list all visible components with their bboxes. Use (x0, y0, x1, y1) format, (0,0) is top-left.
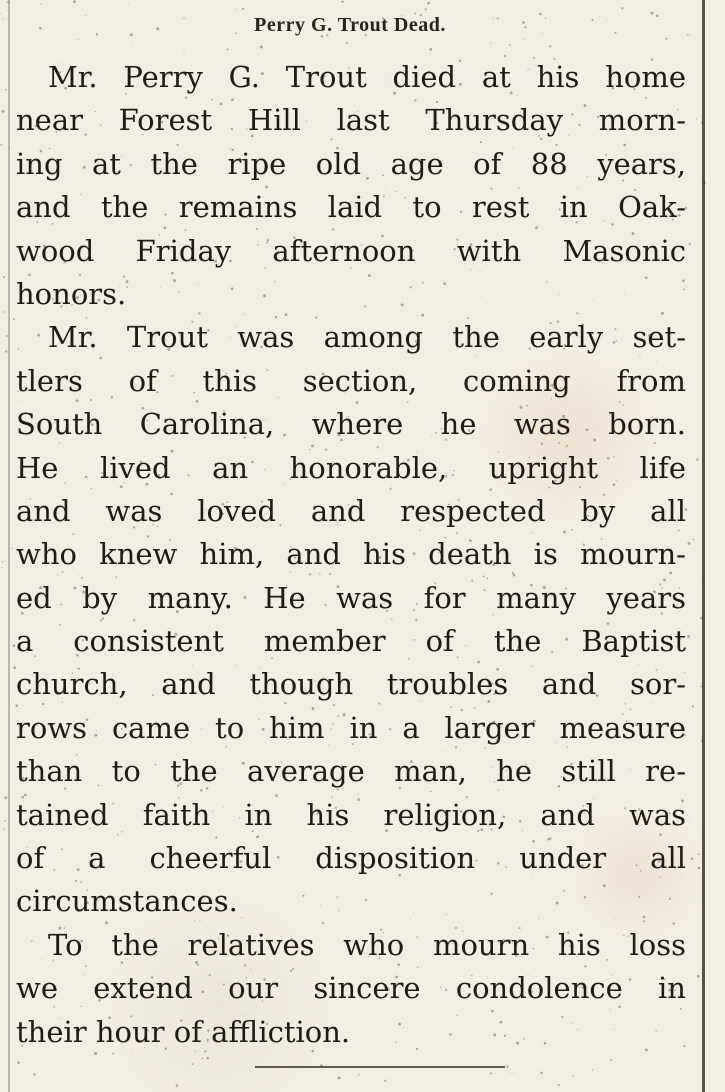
article-line: Mr. Perry G. Trout died at his home (48, 60, 686, 94)
speckle (11, 697, 12, 698)
speckle (572, 1076, 573, 1077)
speckle (13, 644, 16, 647)
speckle (0, 144, 2, 146)
speckle (5, 89, 7, 91)
article-line: and was loved and respected by all (16, 493, 686, 528)
speckle (512, 1072, 513, 1073)
column-rule-right (702, 0, 705, 1092)
speckle (698, 853, 700, 855)
speckle (4, 829, 6, 831)
speckle (687, 635, 690, 638)
speckle (425, 8, 427, 10)
speckle (250, 1071, 251, 1072)
article-line: rows came to him in a larger measure (16, 710, 686, 745)
speckle (697, 975, 700, 978)
article-line: To the relatives who mourn his loss (48, 927, 686, 962)
speckle (33, 1073, 35, 1075)
speckle (696, 458, 698, 460)
speckle (2, 110, 5, 113)
article-line: He lived an honorable, upright life (16, 450, 686, 485)
speckle (509, 44, 511, 46)
article-line: and the remains laid to rest in Oak- (16, 190, 686, 225)
article-line: ing at the ripe old age of 88 years, (16, 146, 686, 181)
speckle (506, 1065, 508, 1067)
speckle (227, 49, 229, 51)
article-line: South Carolina, where he was born. (16, 407, 686, 442)
headline: Perry G. Trout Dead. (254, 14, 446, 36)
speckle (192, 1063, 194, 1065)
speckle (689, 820, 690, 821)
speckle (11, 548, 13, 550)
speckle (384, 1080, 386, 1082)
speckle (693, 539, 695, 541)
speckle (2, 561, 3, 562)
article-line: wood Friday afternoon with Masonic (16, 233, 686, 268)
speckle (78, 39, 79, 40)
article-line: than to the average man, he still re- (16, 754, 686, 789)
article-line: their hour of affliction. (16, 1014, 351, 1049)
speckle (341, 1, 343, 3)
bottom-rule (255, 1066, 505, 1068)
speckle (131, 47, 132, 48)
article-line: circumstances. (16, 884, 238, 919)
speckle (73, 0, 76, 3)
speckle (524, 38, 525, 39)
speckle (427, 2, 430, 5)
speckle (17, 1062, 20, 1065)
speckle (201, 1057, 203, 1059)
speckle (13, 318, 15, 320)
article-line: honors. (16, 276, 127, 311)
article-line: Mr. Trout was among the early set- (48, 320, 686, 355)
speckle (41, 3, 42, 4)
speckle (242, 8, 244, 10)
speckle (3, 276, 5, 278)
article-line: tained faith in his religion, and was (16, 797, 686, 832)
article-line: of a cheerful disposition under all (16, 841, 686, 876)
speckle (340, 1077, 342, 1079)
speckle (691, 858, 694, 861)
speckle (206, 1057, 209, 1060)
article-line: who knew him, and his death is mourn- (16, 537, 686, 572)
speckle (3, 311, 4, 312)
speckle (176, 1084, 179, 1087)
speckle (689, 243, 691, 245)
column-rule-left (8, 0, 10, 1092)
article-line: church, and though troubles and sor- (16, 667, 686, 702)
speckle (592, 1069, 593, 1070)
speckle (362, 45, 363, 46)
article-line: tlers of this section, coming from (16, 363, 686, 398)
speckle (490, 42, 491, 43)
speckle (429, 48, 432, 51)
article-line: we extend our sincere condolence in (16, 971, 686, 1006)
speckle (610, 1059, 612, 1061)
article-line: ed by many. He was for many years (16, 580, 686, 615)
speckle (552, 1065, 553, 1066)
article-line: a consistent member of the Baptist (16, 624, 686, 659)
speckle (4, 796, 7, 799)
speckle (665, 38, 667, 40)
speckle (4, 820, 5, 821)
speckle (696, 118, 697, 119)
speckle (183, 53, 184, 54)
speckle (128, 3, 129, 4)
speckle (688, 542, 691, 545)
speckle (490, 1073, 492, 1075)
speckle (358, 1074, 360, 1076)
speckle (540, 1072, 543, 1075)
speckle (338, 1077, 341, 1080)
speckle (698, 867, 701, 870)
article-line: near Forest Hill last Thursday morn- (16, 103, 686, 138)
speckle (260, 46, 263, 49)
speckle (2, 567, 3, 568)
speckle (692, 705, 694, 707)
obituary-article (16, 56, 686, 1054)
speckle (236, 9, 237, 10)
speckle (346, 42, 348, 44)
speckle (549, 45, 551, 47)
speckle (558, 1084, 560, 1086)
speckle (621, 7, 623, 9)
